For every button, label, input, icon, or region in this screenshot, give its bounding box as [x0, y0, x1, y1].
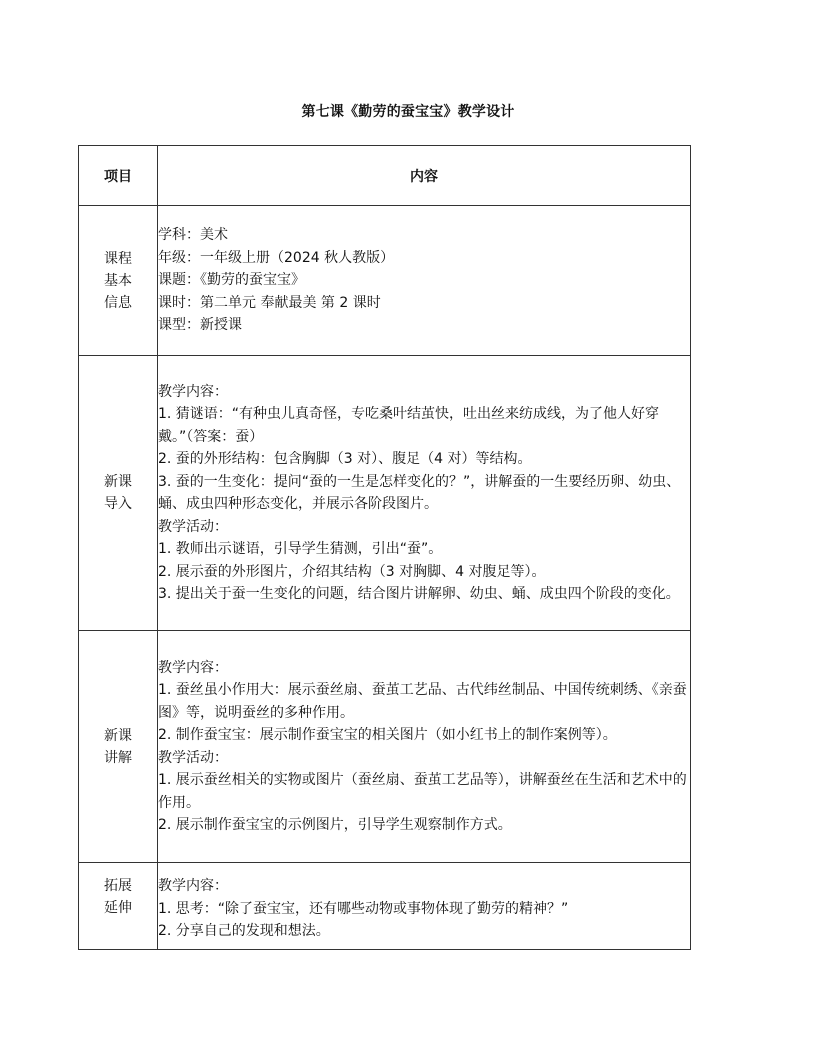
content-line: 3. 提出关于蚕一生变化的问题，结合图片讲解卵、幼虫、蛹、成虫四个阶段的变化。 [158, 586, 680, 602]
header-item: 项目 [79, 146, 158, 206]
row-content [158, 863, 691, 950]
content-line: 课型：新授课 [158, 317, 242, 334]
content-line: 1. 蚕丝虽小作用大：展示蚕丝扇、蚕茧工艺品、古代纬丝制品、中国传统刺绣、《亲蚕图》等，说明蚕丝的多种作用。 [158, 682, 687, 721]
content-line: 课题：《勤劳的蚕宝宝》 [158, 272, 305, 289]
content-line: 教学内容： [158, 383, 228, 400]
row-label [79, 206, 158, 356]
row-content [158, 206, 691, 356]
table-row [79, 631, 691, 863]
content-line: 1. 猜谜语：“有种虫儿真奇怪，专吃桑叶结茧快，吐出丝来纺成线，为了他人好穿戴。”（答案：蚕） [158, 406, 660, 445]
content-line: 1. 教师出示谜语，引导学生猜测，引出“蚕”。 [158, 541, 443, 557]
row-label-text: 课程 基本 信息 [104, 250, 132, 311]
header-content: 内容 [158, 146, 691, 206]
content-line: 教学活动： [158, 518, 228, 535]
row-content [158, 631, 691, 863]
document-title: 第七课《勤劳的蚕宝宝》教学设计 [301, 104, 515, 120]
row-label [79, 356, 158, 631]
content-line: 教学活动： [158, 749, 228, 766]
table-row [79, 863, 691, 950]
content-line: 2. 展示制作蚕宝宝的示例图片，引导学生观察制作方式。 [158, 817, 512, 833]
table-row [79, 206, 691, 356]
content-line: 年级：一年级上册（2024 秋人教版） [158, 249, 395, 266]
content-line: 2. 分享自己的发现和想法。 [158, 923, 330, 939]
content-line: 2. 展示蚕的外形图片，介绍其结构（3 对胸脚、4 对腹足等）。 [158, 563, 546, 580]
row-label [79, 631, 158, 863]
content-line: 1. 展示蚕丝相关的实物或图片（蚕丝扇、蚕茧工艺品等），讲解蚕丝在生活和艺术中的作用。 [158, 772, 687, 811]
table-header-row [79, 146, 691, 206]
content-line: 3. 蚕的一生变化：提问“蚕的一生是怎样变化的？”，讲解蚕的一生要经历卵、幼虫、蛹、成虫四种形态变化，并展示各阶段图片。 [158, 473, 681, 512]
table-row [79, 356, 691, 631]
row-label-text: 新课 讲解 [104, 727, 132, 766]
content-line: 教学内容： [158, 659, 228, 676]
row-label [79, 863, 158, 950]
content-line: 2. 蚕的外形结构：包含胸脚（3 对）、腹足（4 对）等结构。 [158, 451, 532, 467]
content-line: 2. 制作蚕宝宝：展示制作蚕宝宝的相关图片（如小红书上的制作案例等）。 [158, 727, 617, 743]
content-line: 教学内容： [158, 878, 228, 894]
content-line: 课时：第二单元 奉献最美 第 2 课时 [158, 294, 381, 311]
lesson-design-table [78, 145, 691, 950]
row-label-text: 新课 导入 [104, 474, 132, 512]
content-line: 1. 思考：“除了蚕宝宝，还有哪些动物或事物体现了勤劳的精神？” [158, 900, 569, 917]
row-label-text: 拓展 延伸 [104, 878, 132, 916]
row-content [158, 356, 691, 631]
content-line: 学科：美术 [158, 227, 228, 244]
